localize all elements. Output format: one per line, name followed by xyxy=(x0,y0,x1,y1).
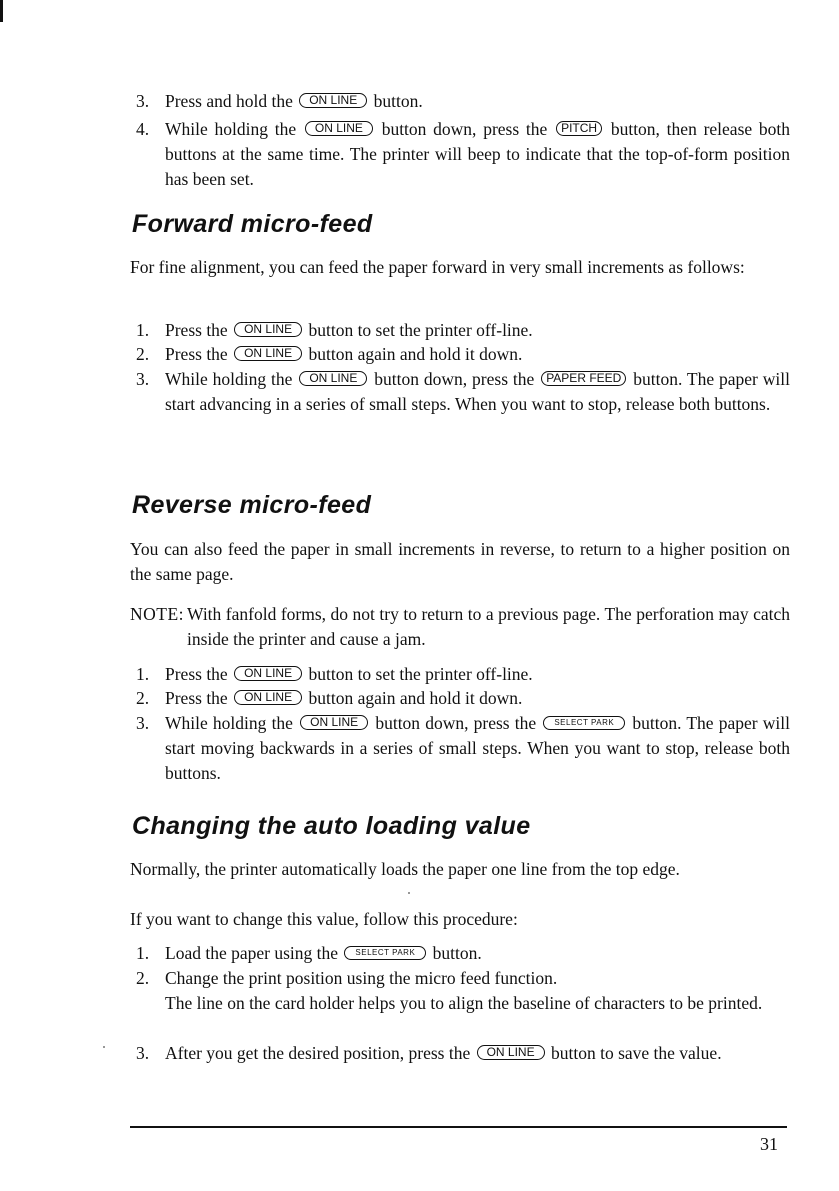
reverse-note xyxy=(130,602,790,652)
pitch-key: PITCH xyxy=(556,121,602,136)
online-key: ON LINE xyxy=(299,371,367,386)
forward-intro: For fine alignment, you can feed the paper forward in very small increments as follows: xyxy=(130,257,745,277)
online-key: ON LINE xyxy=(234,346,302,361)
speck xyxy=(408,892,410,894)
forward-step-3: 3. While holding the ON LINE button down, press the PAPER FEED button. The paper will start advancing in a series of small steps. When you want to stop, release both buttons. xyxy=(136,369,791,414)
note-text: With fanfold forms, do not try to return to a previous page. The perforation may catch inside the printer and cause a jam. xyxy=(187,604,790,649)
speck xyxy=(103,1046,105,1048)
heading-reverse-micro-feed: Reverse micro-feed xyxy=(132,491,372,519)
reverse-step-1: 1. Press the ON LINE button to set the printer off-line. xyxy=(136,664,533,684)
footer-rule xyxy=(130,1126,787,1128)
online-key: ON LINE xyxy=(477,1045,545,1060)
heading-forward-micro-feed: Forward micro-feed xyxy=(132,210,373,238)
heading-auto-loading: Changing the auto loading value xyxy=(132,812,531,840)
autoload-intro-2: If you want to change this value, follow this procedure: xyxy=(130,909,518,929)
autoload-step-1: 1. Load the paper using the SELECT PARK button. xyxy=(136,943,482,963)
autoload-step-3: 3. After you get the desired position, press the ON LINE button to save the value. xyxy=(136,1043,722,1063)
paper-feed-key: PAPER FEED xyxy=(541,371,626,386)
select-park-key: SELECT PARK xyxy=(344,946,426,960)
select-park-key: SELECT PARK xyxy=(543,716,625,730)
online-key: ON LINE xyxy=(234,322,302,337)
page-number: 31 xyxy=(760,1134,778,1154)
online-key: ON LINE xyxy=(300,715,368,730)
forward-step-2: 2. Press the ON LINE button again and hold it down. xyxy=(136,344,523,364)
note-label: NOTE: xyxy=(130,604,185,624)
autoload-step-2: 2. Change the print position using the micro feed function. The line on the card holder helps you to align the baseline of characters to be printed. xyxy=(136,968,763,1013)
reverse-step-3: 3. While holding the ON LINE button down, press the SELECT PARK button. The paper will start moving backwards in a series of small steps. When you want to stop, release both buttons. xyxy=(136,713,790,783)
online-key: ON LINE xyxy=(299,93,367,108)
online-key: ON LINE xyxy=(305,121,373,136)
online-key: ON LINE xyxy=(234,666,302,681)
tof-step-4: 4. While holding the ON LINE button down, press the PITCH button, then release both buttons at the same time. The printer will beep to indicate that the top-of-form position has been set. xyxy=(136,119,791,189)
forward-step-1: 1. Press the ON LINE button to set the printer off-line. xyxy=(136,320,533,340)
autoload-intro-1: Normally, the printer automatically loads the paper one line from the top edge. xyxy=(130,859,680,879)
online-key: ON LINE xyxy=(234,690,302,705)
reverse-intro: You can also feed the paper in small increments in reverse, to return to a higher position on the same page. xyxy=(130,539,790,584)
tof-step-3: 3. Press and hold the ON LINE button. xyxy=(136,91,423,111)
reverse-step-2: 2. Press the ON LINE button again and hold it down. xyxy=(136,688,523,708)
